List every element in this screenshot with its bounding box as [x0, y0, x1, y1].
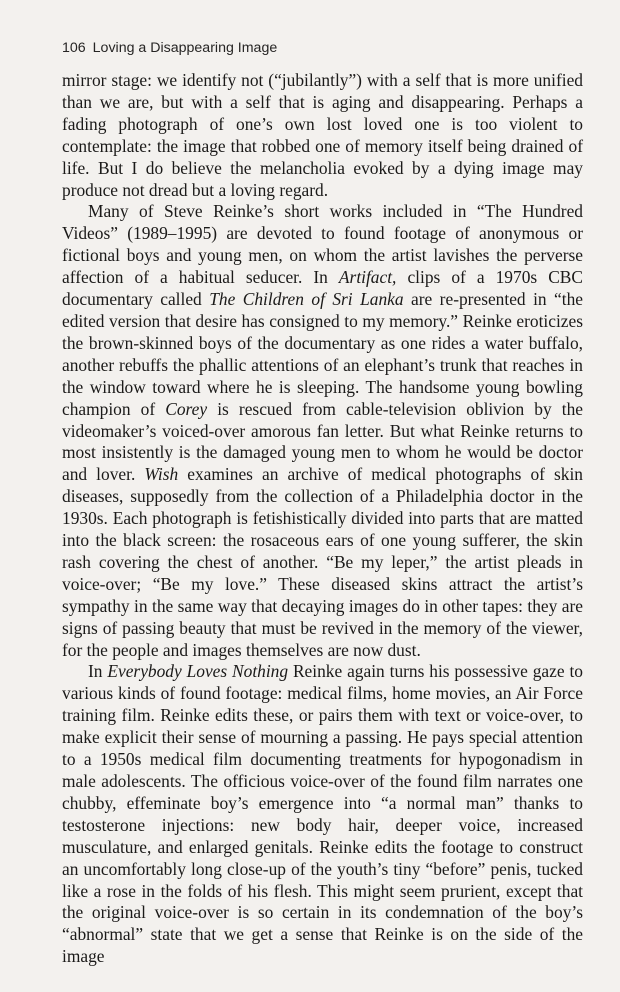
text-run: clips of a 1970s CBC documentary called	[62, 267, 583, 310]
title-everybody-loves-nothing: Everybody Loves Nothing	[107, 661, 289, 682]
text-run: mirror stage: we identify not (“jubilantly”) with a self that is more unified than we are, but with a self that is aging and disappearing. Perhaps a fading photograph of one’s own lost loved one is too violent to contemplate: the image that robbed one of memory itself being drained of life. But I do believe the melancholia evoked by a dying image may produce not dread but a loving regard.	[62, 70, 583, 200]
text-run: are re-presented in “the edited version that desire has consigned to my memory.” Reinke eroticizes the brown-skinned boys of the documentary as one rides a water buffalo, another rebuffs the phallic attentions of an elephant’s trunk that reaches in the window toward where he is sleeping. The handsome young bowling champion of	[62, 289, 584, 419]
text-run: is rescued from cable-television oblivion by the videomaker’s voiced-over amorous fan letter. But what Reinke returns to most insistently is the damaged young men to whom he would be doctor and lover.	[62, 398, 583, 485]
title-artifact: Artifact,	[338, 267, 397, 288]
title-children-of-sri-lanka: The Children of Sri Lanka	[209, 289, 404, 310]
running-header	[62, 40, 586, 70]
text-run: examines an archive of medical photographs of skin diseases, supposedly from the collection of a Philadelphia doctor in the 1930s. Each photograph is fetishistically divided into parts that are matted into the black screen: the rosaceous ears of one young sufferer, the skin rash covering the chest of another. “Be my leper,” the artist pleads in voice-over; “Be my love.” These diseased skins attract the artist’s sympathy in the same way that decaying images do in other tapes: they are signs of passing beauty that must be revived in the memory of the viewer, for the people and images themselves are now dust.	[62, 464, 583, 660]
paragraph-1	[62, 70, 583, 201]
running-title: Loving a Disappearing Image	[92, 40, 278, 56]
text-run: Many of Steve Reinke’s short works included in “The Hundred Videos” (1989–1995) are devoted to found footage of anonymous or fictional boys and young men, on whom the artist lavishes the perverse affection of a habitual seducer. In	[62, 201, 583, 288]
paragraph-2	[62, 201, 583, 661]
title-wish: Wish	[144, 464, 179, 485]
page-number: 106	[62, 40, 86, 56]
title-corey: Corey	[165, 398, 208, 419]
paragraph-3	[62, 661, 583, 968]
text-run: Reinke again turns his possessive gaze to various kinds of found footage: medical films, home movies, an Air Force training film. Reinke edits these, or pairs them with text or voice-over, to make explicit their sense of mourning a passing. He pays special attention to a 1950s medical film documenting treatments for hypogonadism in male adolescents. The officious voice-over of the found film narrates one chubby, effeminate boy’s emergence into “a normal man” thanks to testosterone injections: new body hair, deeper voice, increased musculature, and enlarged genitals. Reinke edits the footage to construct an uncomfortably long close-up of the youth’s tiny “before” penis, tucked like a rose in the folds of his flesh. This might seem prurient, except that the original voice-over is so certain in its condemnation of the boy’s “abnormal” state that we get a sense that Reinke is on the side of the image	[62, 661, 583, 967]
text-run: In	[88, 661, 108, 682]
body-text	[62, 70, 583, 968]
